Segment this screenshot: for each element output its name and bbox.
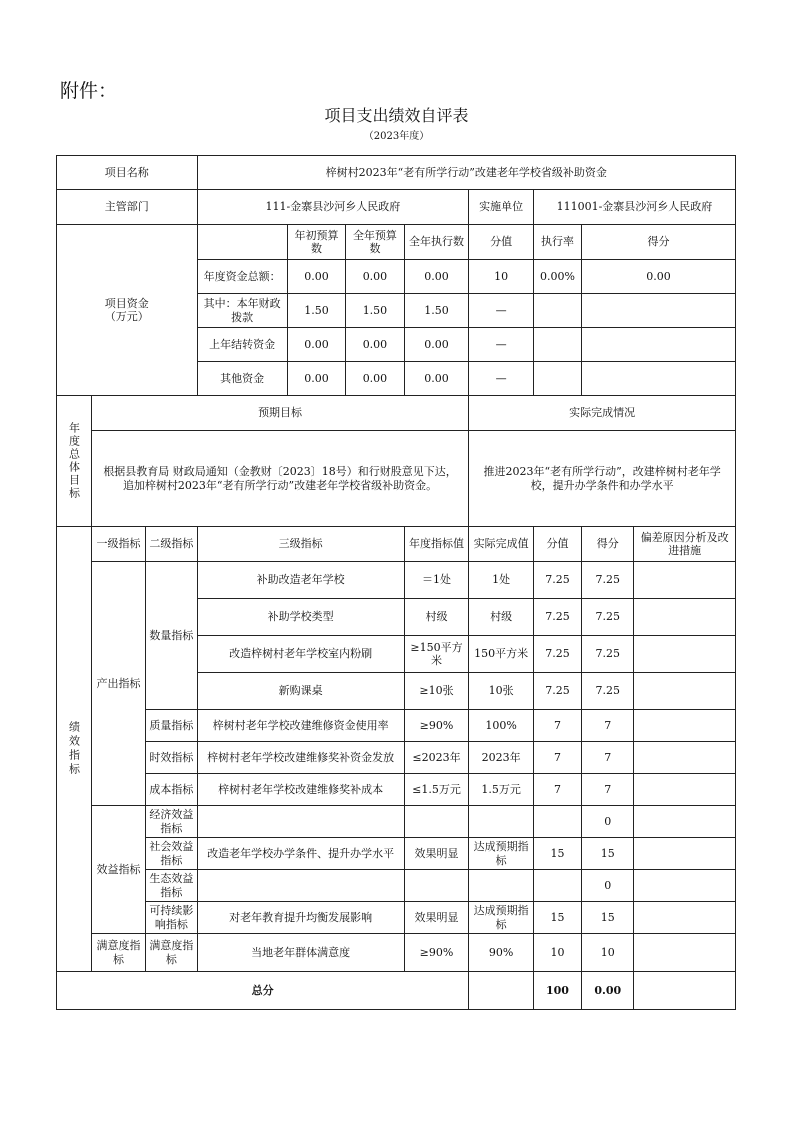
perf-row xyxy=(57,902,736,934)
perf-indicator-name xyxy=(197,870,404,902)
funds-header-executed: 全年执行数 xyxy=(404,225,469,260)
perf-target xyxy=(404,870,469,902)
perf-target: ≥10张 xyxy=(404,673,469,710)
perf-label: 绩效指标 xyxy=(57,527,92,972)
funds-row-annual: 1.50 xyxy=(346,294,404,328)
funds-row-rate xyxy=(533,328,581,362)
perf-header-score: 得分 xyxy=(582,527,634,562)
funds-row-score xyxy=(582,328,736,362)
perf-target: ≥90% xyxy=(404,934,469,972)
funds-row-annual: 0.00 xyxy=(346,260,404,294)
perf-score: 7 xyxy=(582,774,634,806)
funds-row-executed: 0.00 xyxy=(404,362,469,396)
project-name-label: 项目名称 xyxy=(57,156,198,190)
perf-reason xyxy=(634,599,736,636)
perf-indicator-name: 梓树村老年学校改建维修奖补成本 xyxy=(197,774,404,806)
perf-header-level2: 二级指标 xyxy=(146,527,197,562)
dept-value: 111-金寨县沙河乡人民政府 xyxy=(197,190,469,225)
perf-header-weight: 分值 xyxy=(533,527,581,562)
funds-row-initial: 0.00 xyxy=(287,260,345,294)
page-subtitle: （2023年度） xyxy=(363,131,430,142)
funds-header-annual: 全年预算数 xyxy=(346,225,404,260)
perf-actual: 150平方米 xyxy=(469,636,534,673)
perf-score: 15 xyxy=(582,902,634,934)
perf-indicator-name: 补助改造老年学校 xyxy=(197,562,404,599)
perf-target: ≤1.5万元 xyxy=(404,774,469,806)
funds-header-weight: 分值 xyxy=(469,225,534,260)
funds-row-label: 其中：本年财政拨款 xyxy=(197,294,287,328)
perf-row xyxy=(57,838,736,870)
impl-value: 111001-金寨县沙河乡人民政府 xyxy=(533,190,735,225)
perf-reason xyxy=(634,838,736,870)
perf-row xyxy=(57,562,736,599)
perf-weight: 15 xyxy=(533,838,581,870)
perf-reason xyxy=(634,562,736,599)
funds-row-weight: — xyxy=(469,362,534,396)
perf-actual xyxy=(469,870,534,902)
goals-content-row xyxy=(57,431,736,527)
perf-weight: 7 xyxy=(533,774,581,806)
total-actual-blank xyxy=(469,972,534,1010)
perf-target: ≥90% xyxy=(404,710,469,742)
perf-row xyxy=(57,806,736,838)
funds-row-label: 上年结转资金 xyxy=(197,328,287,362)
perf-weight xyxy=(533,806,581,838)
perf-score: 10 xyxy=(582,934,634,972)
perf-target: ≥150平方米 xyxy=(404,636,469,673)
funds-row-score xyxy=(582,294,736,328)
perf-indicator-name: 梓树村老年学校改建维修奖补资金发放 xyxy=(197,742,404,774)
performance-table xyxy=(56,155,736,1010)
perf-indicator-name: 改造梓树村老年学校室内粉刷 xyxy=(197,636,404,673)
funds-row-rate xyxy=(533,294,581,328)
perf-actual: 达成预期指标 xyxy=(469,838,534,870)
perf-score: 7.25 xyxy=(582,562,634,599)
perf-weight: 10 xyxy=(533,934,581,972)
perf-reason xyxy=(634,673,736,710)
total-score: 0.00 xyxy=(582,972,634,1010)
goals-expected-text: 根据县教育局 财政局通知（金教财〔2023〕18号）和行财股意见下达，追加梓树村2023年“老有所学行动”改建老年学校省级补助资金。 xyxy=(91,431,468,527)
perf-score: 7.25 xyxy=(582,636,634,673)
perf-actual: 达成预期指标 xyxy=(469,902,534,934)
perf-row xyxy=(57,710,736,742)
perf-target: ≤2023年 xyxy=(404,742,469,774)
perf-target xyxy=(404,806,469,838)
funds-row-initial: 1.50 xyxy=(287,294,345,328)
perf-actual: 1处 xyxy=(469,562,534,599)
funds-row-initial: 0.00 xyxy=(287,328,345,362)
perf-actual: 10张 xyxy=(469,673,534,710)
page-title: 项目支出绩效自评表 xyxy=(324,106,469,125)
funds-row-executed: 0.00 xyxy=(404,328,469,362)
perf-actual: 1.5万元 xyxy=(469,774,534,806)
perf-satisfaction-l1-label: 满意度指标 xyxy=(91,934,145,972)
perf-timeliness-label: 时效指标 xyxy=(146,742,197,774)
funds-row-executed: 0.00 xyxy=(404,260,469,294)
perf-weight: 7.25 xyxy=(533,562,581,599)
perf-reason xyxy=(634,870,736,902)
funds-row-rate xyxy=(533,362,581,396)
goals-header-row xyxy=(57,396,736,431)
perf-row xyxy=(57,934,736,972)
perf-actual: 2023年 xyxy=(469,742,534,774)
perf-header-reason: 偏差原因分析及改进措施 xyxy=(634,527,736,562)
perf-indicator-name: 补助学校类型 xyxy=(197,599,404,636)
perf-row xyxy=(57,742,736,774)
total-label: 总分 xyxy=(57,972,469,1010)
perf-reason xyxy=(634,742,736,774)
perf-weight: 15 xyxy=(533,902,581,934)
project-name-row xyxy=(57,156,736,190)
funds-row-rate: 0.00% xyxy=(533,260,581,294)
total-row xyxy=(57,972,736,1010)
funds-row-label: 其他资金 xyxy=(197,362,287,396)
perf-satisfaction-l2-label: 满意度指标 xyxy=(146,934,197,972)
perf-target: 效果明显 xyxy=(404,902,469,934)
dept-label: 主管部门 xyxy=(57,190,198,225)
perf-row xyxy=(57,870,736,902)
perf-sustainable-label: 可持续影响指标 xyxy=(146,902,197,934)
perf-header-level3: 三级指标 xyxy=(197,527,404,562)
perf-target: ＝1处 xyxy=(404,562,469,599)
funds-header-initial: 年初预算数 xyxy=(287,225,345,260)
goals-label: 年度总体目标 xyxy=(57,396,92,527)
goals-expected-label: 预期目标 xyxy=(91,396,468,431)
perf-quantity-label: 数量指标 xyxy=(146,562,197,710)
perf-weight: 7 xyxy=(533,710,581,742)
perf-header-target: 年度指标值 xyxy=(404,527,469,562)
perf-header-actual: 实际完成值 xyxy=(469,527,534,562)
goals-actual-label: 实际完成情况 xyxy=(469,396,736,431)
perf-reason xyxy=(634,636,736,673)
attachment-label: 附件： xyxy=(60,80,118,102)
perf-score: 7.25 xyxy=(582,673,634,710)
perf-actual: 村级 xyxy=(469,599,534,636)
perf-weight: 7 xyxy=(533,742,581,774)
perf-reason xyxy=(634,934,736,972)
funds-header-score: 得分 xyxy=(582,225,736,260)
perf-economic-label: 经济效益指标 xyxy=(146,806,197,838)
perf-indicator-name xyxy=(197,806,404,838)
perf-header-row xyxy=(57,527,736,562)
perf-weight: 7.25 xyxy=(533,636,581,673)
perf-indicator-name: 当地老年群体满意度 xyxy=(197,934,404,972)
perf-row xyxy=(57,774,736,806)
goals-actual-text: 推进2023年“老有所学行动”，改建梓树村老年学校，提升办学条件和办学水平 xyxy=(469,431,736,527)
perf-indicator-name: 对老年教育提升均衡发展影响 xyxy=(197,902,404,934)
perf-score: 7 xyxy=(582,742,634,774)
perf-reason xyxy=(634,774,736,806)
perf-header-level1: 一级指标 xyxy=(91,527,145,562)
funds-row-weight: — xyxy=(469,328,534,362)
perf-reason xyxy=(634,902,736,934)
funds-row-score xyxy=(582,362,736,396)
perf-ecological-label: 生态效益指标 xyxy=(146,870,197,902)
perf-indicator-name: 改造老年学校办学条件、提升办学水平 xyxy=(197,838,404,870)
perf-weight: 7.25 xyxy=(533,599,581,636)
funds-header-rate: 执行率 xyxy=(533,225,581,260)
perf-indicator-name: 梓树村老年学校改建维修资金使用率 xyxy=(197,710,404,742)
impl-label: 实施单位 xyxy=(469,190,534,225)
funds-row-weight: 10 xyxy=(469,260,534,294)
perf-score: 15 xyxy=(582,838,634,870)
funds-row-score: 0.00 xyxy=(582,260,736,294)
perf-cost-label: 成本指标 xyxy=(146,774,197,806)
funds-row-weight: — xyxy=(469,294,534,328)
total-reason-blank xyxy=(634,972,736,1010)
funds-header-row xyxy=(57,225,736,260)
perf-actual xyxy=(469,806,534,838)
perf-quality-label: 质量指标 xyxy=(146,710,197,742)
perf-social-label: 社会效益指标 xyxy=(146,838,197,870)
department-row xyxy=(57,190,736,225)
funds-row-label: 年度资金总额： xyxy=(197,260,287,294)
perf-actual: 100% xyxy=(469,710,534,742)
perf-benefit-label: 效益指标 xyxy=(91,806,145,934)
perf-score: 0 xyxy=(582,806,634,838)
funds-row-annual: 0.00 xyxy=(346,328,404,362)
funds-label: 项目资金 （万元） xyxy=(57,225,198,396)
funds-header-blank xyxy=(197,225,287,260)
perf-score: 7.25 xyxy=(582,599,634,636)
perf-reason xyxy=(634,710,736,742)
perf-weight: 7.25 xyxy=(533,673,581,710)
total-weight: 100 xyxy=(533,972,581,1010)
perf-actual: 90% xyxy=(469,934,534,972)
perf-output-label: 产出指标 xyxy=(91,562,145,806)
perf-score: 7 xyxy=(582,710,634,742)
funds-row-executed: 1.50 xyxy=(404,294,469,328)
perf-weight xyxy=(533,870,581,902)
funds-row-annual: 0.00 xyxy=(346,362,404,396)
perf-reason xyxy=(634,806,736,838)
perf-score: 0 xyxy=(582,870,634,902)
perf-target: 效果明显 xyxy=(404,838,469,870)
perf-target: 村级 xyxy=(404,599,469,636)
project-name-value: 梓树村2023年“老有所学行动”改建老年学校省级补助资金 xyxy=(197,156,735,190)
perf-indicator-name: 新购课桌 xyxy=(197,673,404,710)
funds-row-initial: 0.00 xyxy=(287,362,345,396)
